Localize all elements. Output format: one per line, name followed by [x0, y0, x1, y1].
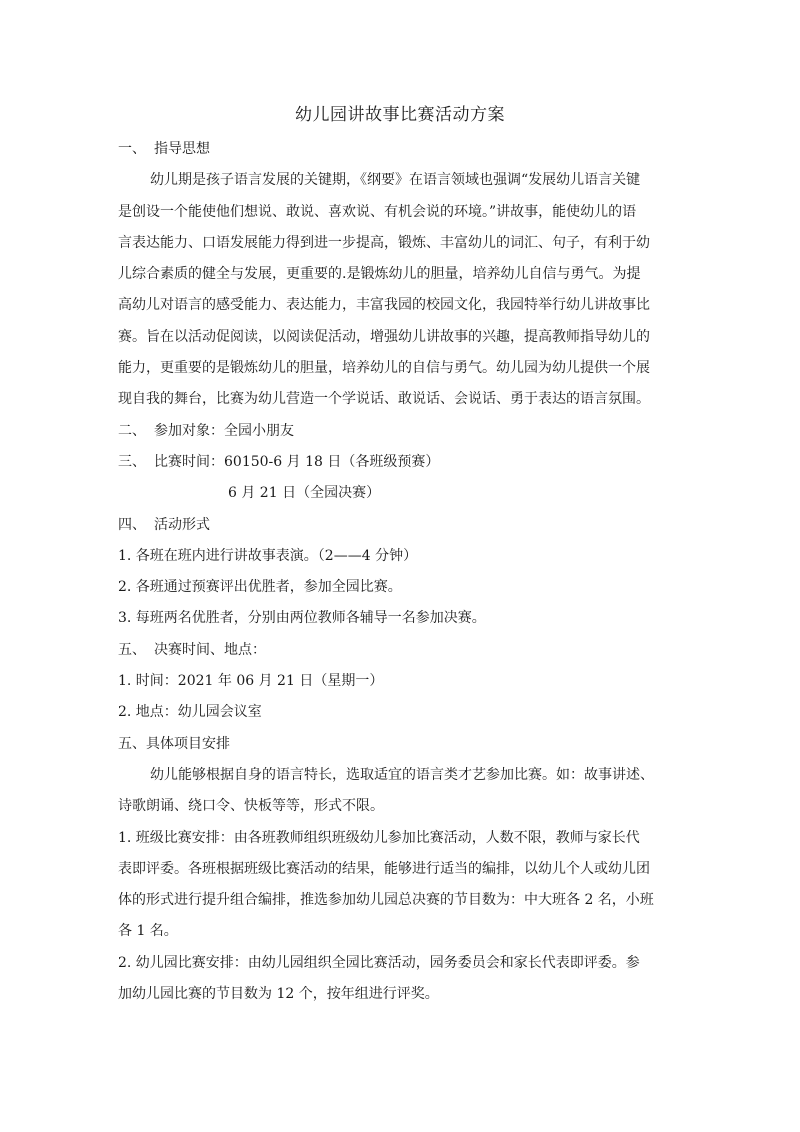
list-item: 2. 各班通过预赛评出优胜者，参加全园比赛。 [118, 579, 402, 596]
paragraph-line: 现自我的舞台，比赛为幼儿营造一个学说话、敢说话、会说话、勇于表达的语言氛围。 [118, 391, 650, 408]
section-heading-arrangement: 五、具体项目安排 [118, 735, 230, 752]
document-body [118, 134, 688, 1010]
section-time [118, 447, 688, 478]
section-number: 三、 [118, 453, 146, 470]
arrangement-intro-paragraph [118, 760, 688, 823]
paragraph-line: 表即评委。各班根据班级比赛活动的结果，能够进行适当的编排，以幼儿个人或幼儿团 [118, 860, 650, 877]
paragraph-line: 诗歌朗诵、绕口令、快板等等，形式不限。 [118, 798, 384, 815]
paragraph-line: 幼儿期是孩子语言发展的关键期，《纲要》在语言领域也强调“发展幼儿语言关键 [150, 172, 641, 189]
paragraph-line: 言表达能力、口语发展能力得到进一步提高，锻炼、丰富幼儿的词汇、句子，有利于幼 [118, 234, 650, 251]
list-item: 1. 各班在班内进行讲故事表演。（2——4 分钟） [118, 547, 418, 564]
paragraph-line: 体的形式进行提升组合编排，推选参加幼儿园总决赛的节目数为：中大班各 2 名，小班 [118, 892, 654, 909]
list-item: 2. 地点：幼儿园会议室 [118, 704, 262, 721]
guiding-paragraph [118, 165, 688, 415]
time-text: 比赛时间：60150-6 月 18 日（各班级预赛） [154, 453, 440, 470]
list-item: 3. 每班两名优胜者，分别由两位教师各辅导一名参加决赛。 [118, 610, 486, 627]
section-number: 一、 [118, 141, 146, 157]
list-item: 1. 时间：2021 年 06 月 21 日（星期一） [118, 673, 384, 690]
paragraph-line: 幼儿能够根据自身的语言特长，选取适宜的语言类才艺参加比赛。如：故事讲述、 [150, 766, 654, 783]
paragraph-line: 是创设一个能使他们想说、敢说、喜欢说、有机会说的环境。”讲故事，能使幼儿的语 [118, 203, 637, 220]
paragraph-line: 2. 幼儿园比赛安排：由幼儿园组织全园比赛活动，园务委员会和家长代表即评委。参 [118, 954, 640, 971]
section-heading-guiding [118, 134, 688, 165]
paragraph-line: 各 1 名。 [118, 923, 178, 940]
arrangement-item-1 [118, 823, 688, 948]
section-heading-text: 指导思想 [154, 141, 210, 157]
section-number: 二、 [118, 422, 146, 439]
arrangement-item-2 [118, 948, 688, 1011]
paragraph-line: 加幼儿园比赛的节目数为 12 个，按年组进行评奖。 [118, 986, 439, 1003]
paragraph-line: 高幼儿对语言的感受能力、表达能力，丰富我园的校园文化，我园特举行幼儿讲故事比 [118, 297, 650, 314]
section-heading-text: 活动形式 [154, 516, 210, 533]
section-heading-final [118, 635, 688, 666]
paragraph-line: 儿综合素质的健全与发展，更重要的.是锻炼幼儿的胆量，培养幼儿自信与勇气。为提 [118, 266, 641, 283]
paragraph-line: 赛。旨在以活动促阅读，以阅读促活动，增强幼儿讲故事的兴趣，提高教师指导幼儿的 [118, 328, 650, 345]
paragraph-line: 1. 班级比赛安排：由各班教师组织班级幼儿参加比赛活动，人数不限，教师与家长代 [118, 829, 640, 846]
section-participants [118, 416, 688, 447]
document-title: 幼儿园讲故事比赛活动方案 [295, 105, 505, 125]
participants-text: 参加对象：全园小朋友 [154, 422, 294, 439]
section-number: 五、 [118, 641, 146, 658]
section-number: 四、 [118, 516, 146, 533]
paragraph-line: 能力，更重要的是锻炼幼儿的胆量，培养幼儿的自信与勇气。幼儿园为幼儿提供一个展 [118, 360, 650, 377]
section-heading-format [118, 510, 688, 541]
time-final-text: 6 月 21 日（全园决赛） [228, 485, 381, 502]
section-heading-text: 决赛时间、地点： [154, 641, 266, 658]
